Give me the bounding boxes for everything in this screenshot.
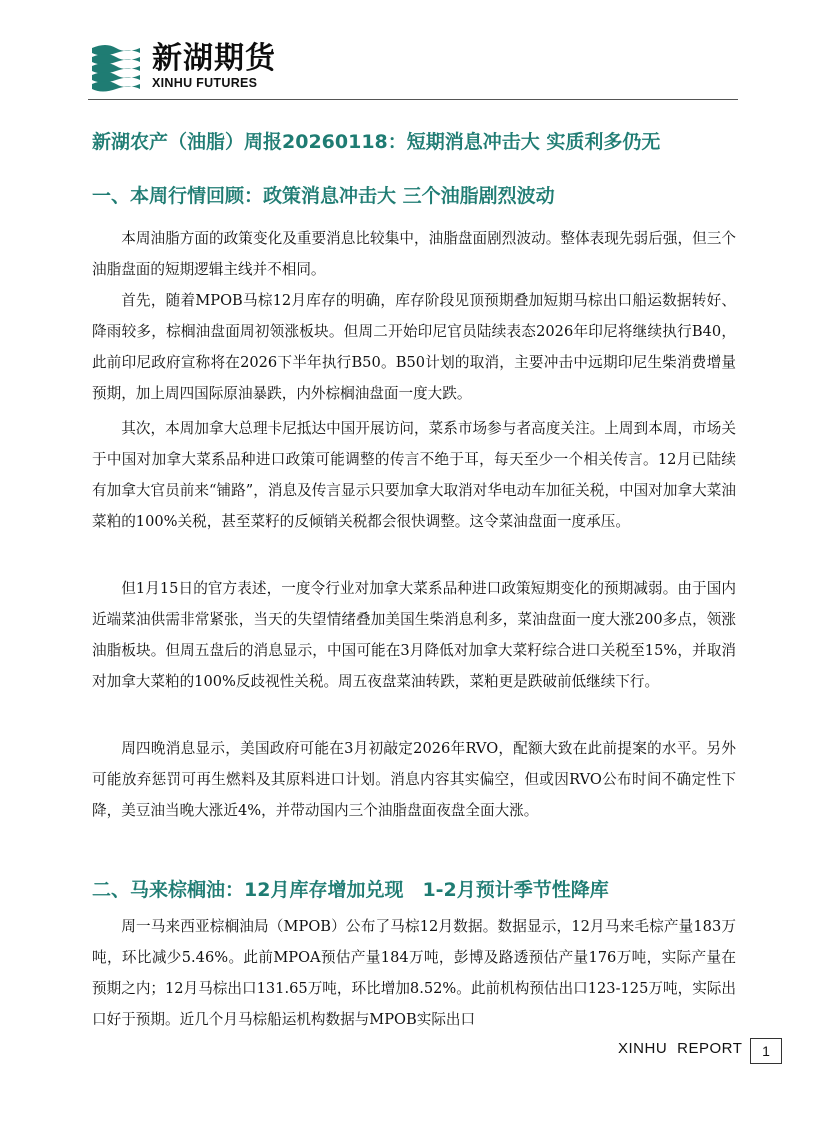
wave-stack-logo-icon (88, 40, 144, 92)
page-footer (618, 1040, 742, 1057)
paragraph: 周一马来西亚棕榈油局（MPOB）公布了马棕12月数据。数据显示，12月马来毛棕产量183万吨，环比减少5.46%。此前MPOA预估产量184万吨，彭博及路透预估产量176万吨，实际产量在预期之内；12月马棕出口131.65万吨，环比增加8.52%。此前机构预估出口123-125万吨，实际出口好于预期。近几个月马棕船运机构数据与MPOB实际出口 (92, 918, 736, 1028)
paragraph: 首先，随着MPOB马棕12月库存的明确，库存阶段见顶预期叠加短期马棕出口船运数据转好、降雨较多，棕榈油盘面周初领涨板块。但周二开始印尼官员陆续表态2026年印尼将继续执行B40，此前印尼政府宣称将在2026下半年执行B50。B50计划的取消，主要冲击中远期印尼生柴消费增量预期，加上周四国际原油暴跌，内外棕榈油盘面一度大跌。 (92, 292, 736, 402)
footer-right-text: REPORT (677, 1040, 743, 1057)
header-divider (88, 99, 738, 100)
footer-left-text: XINHU (618, 1040, 668, 1057)
logo-english-name: XINHU FUTURES (152, 76, 258, 90)
page-number: 1 (750, 1038, 782, 1064)
logo-chinese-name: 新湖期货 (152, 41, 276, 76)
section-heading-2: 二、马来棕榈油：12月库存增加兑现 1-2月预计季节性降库 (92, 879, 609, 901)
document-title: 新湖农产（油脂）周报20260118：短期消息冲击大 实质利多仍无 (92, 131, 661, 153)
paragraph: 周四晚消息显示，美国政府可能在3月初敲定2026年RVO，配额大致在此前提案的水平。另外可能放弃惩罚可再生燃料及其原料进口计划。消息内容其实偏空，但或因RVO公布时间不确定性下降，美豆油当晚大涨近4%，并带动国内三个油脂盘面夜盘全面大涨。 (92, 740, 736, 819)
section-heading-1: 一、本周行情回顾：政策消息冲击大 三个油脂剧烈波动 (92, 185, 555, 207)
page-header (0, 0, 826, 100)
paragraph: 但1月15日的官方表述，一度令行业对加拿大菜系品种进口政策短期变化的预期减弱。由于国内近端菜油供需非常紧张，当天的失望情绪叠加美国生柴消息利多，菜油盘面一度大涨200多点，领涨油脂板块。但周五盘后的消息显示，中国可能在3月降低对加拿大菜籽综合进口关税至15%，并取消对加拿大菜粕的100%反歧视性关税。周五夜盘菜油转跌，菜粕更是跌破前低继续下行。 (92, 580, 736, 690)
paragraph: 其次，本周加拿大总理卡尼抵达中国开展访问，菜系市场参与者高度关注。上周到本周，市场关于中国对加拿大菜系品种进口政策可能调整的传言不绝于耳，每天至少一个相关传言。12月已陆续有加拿大官员前来“铺路”，消息及传言显示只要加拿大取消对华电动车加征关税，中国对加拿大菜油菜粕的100%关税，甚至菜籽的反倾销关税都会很快调整。这令菜油盘面一度承压。 (92, 420, 736, 530)
paragraph: 本周油脂方面的政策变化及重要消息比较集中，油脂盘面剧烈波动。整体表现先弱后强，但三个油脂盘面的短期逻辑主线并不相同。 (92, 230, 736, 278)
